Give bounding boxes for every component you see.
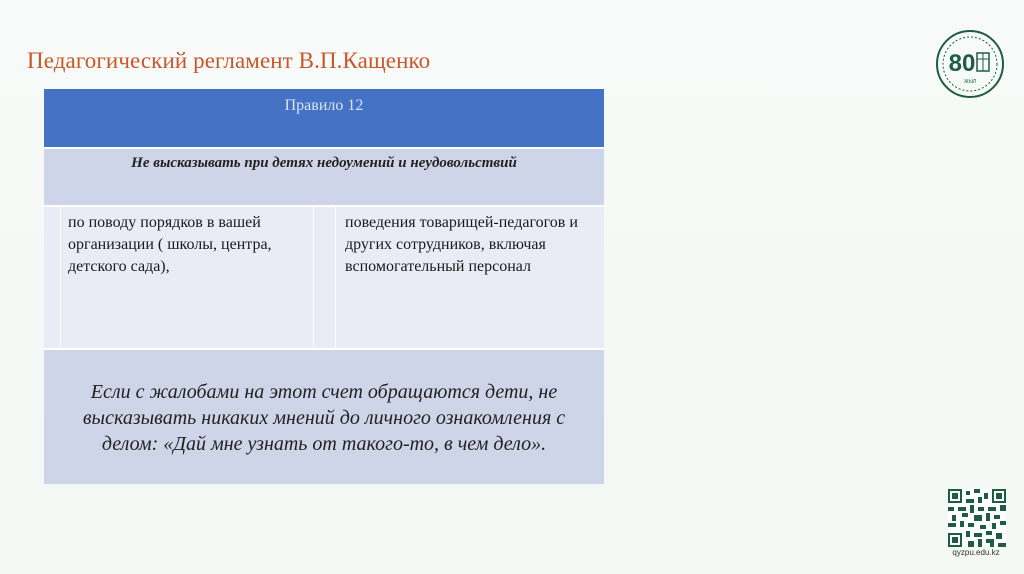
spacer-cell xyxy=(44,207,61,348)
qr-code-icon[interactable] xyxy=(948,489,1006,547)
logo-subtext: ЖЫЛ xyxy=(963,79,977,85)
rule-header: Правило 12 xyxy=(284,97,364,114)
rule-statement: Не высказывать при детях недоумений и неудовольствий xyxy=(131,155,517,171)
bottom-note: Если с жалобами на этот счет обращаются дети, не высказывать никаких мнений до личного ознакомления с делом: «Дай мне узнать от такого-то, в чем дело». xyxy=(82,381,566,455)
bottom-note-row xyxy=(44,350,604,484)
logo-number: 80 xyxy=(948,50,976,77)
spacer-cell xyxy=(315,207,336,348)
anniversary-emblem-icon xyxy=(935,29,1005,99)
rule-header-row xyxy=(44,89,604,149)
website-link[interactable]: qyzpu.edu.kz xyxy=(952,548,1000,557)
left-detail-cell: по поводу порядков в вашей организации ( школы, центра, детского сада), xyxy=(62,207,314,348)
detail-row xyxy=(44,207,604,350)
slide-title: Педагогический регламент В.П.Кащенко xyxy=(27,48,431,73)
right-detail-cell: поведения товарищей-педагогов и других сотрудников, включая вспомогательный персонал xyxy=(345,214,578,275)
rule-statement-row xyxy=(44,149,604,207)
